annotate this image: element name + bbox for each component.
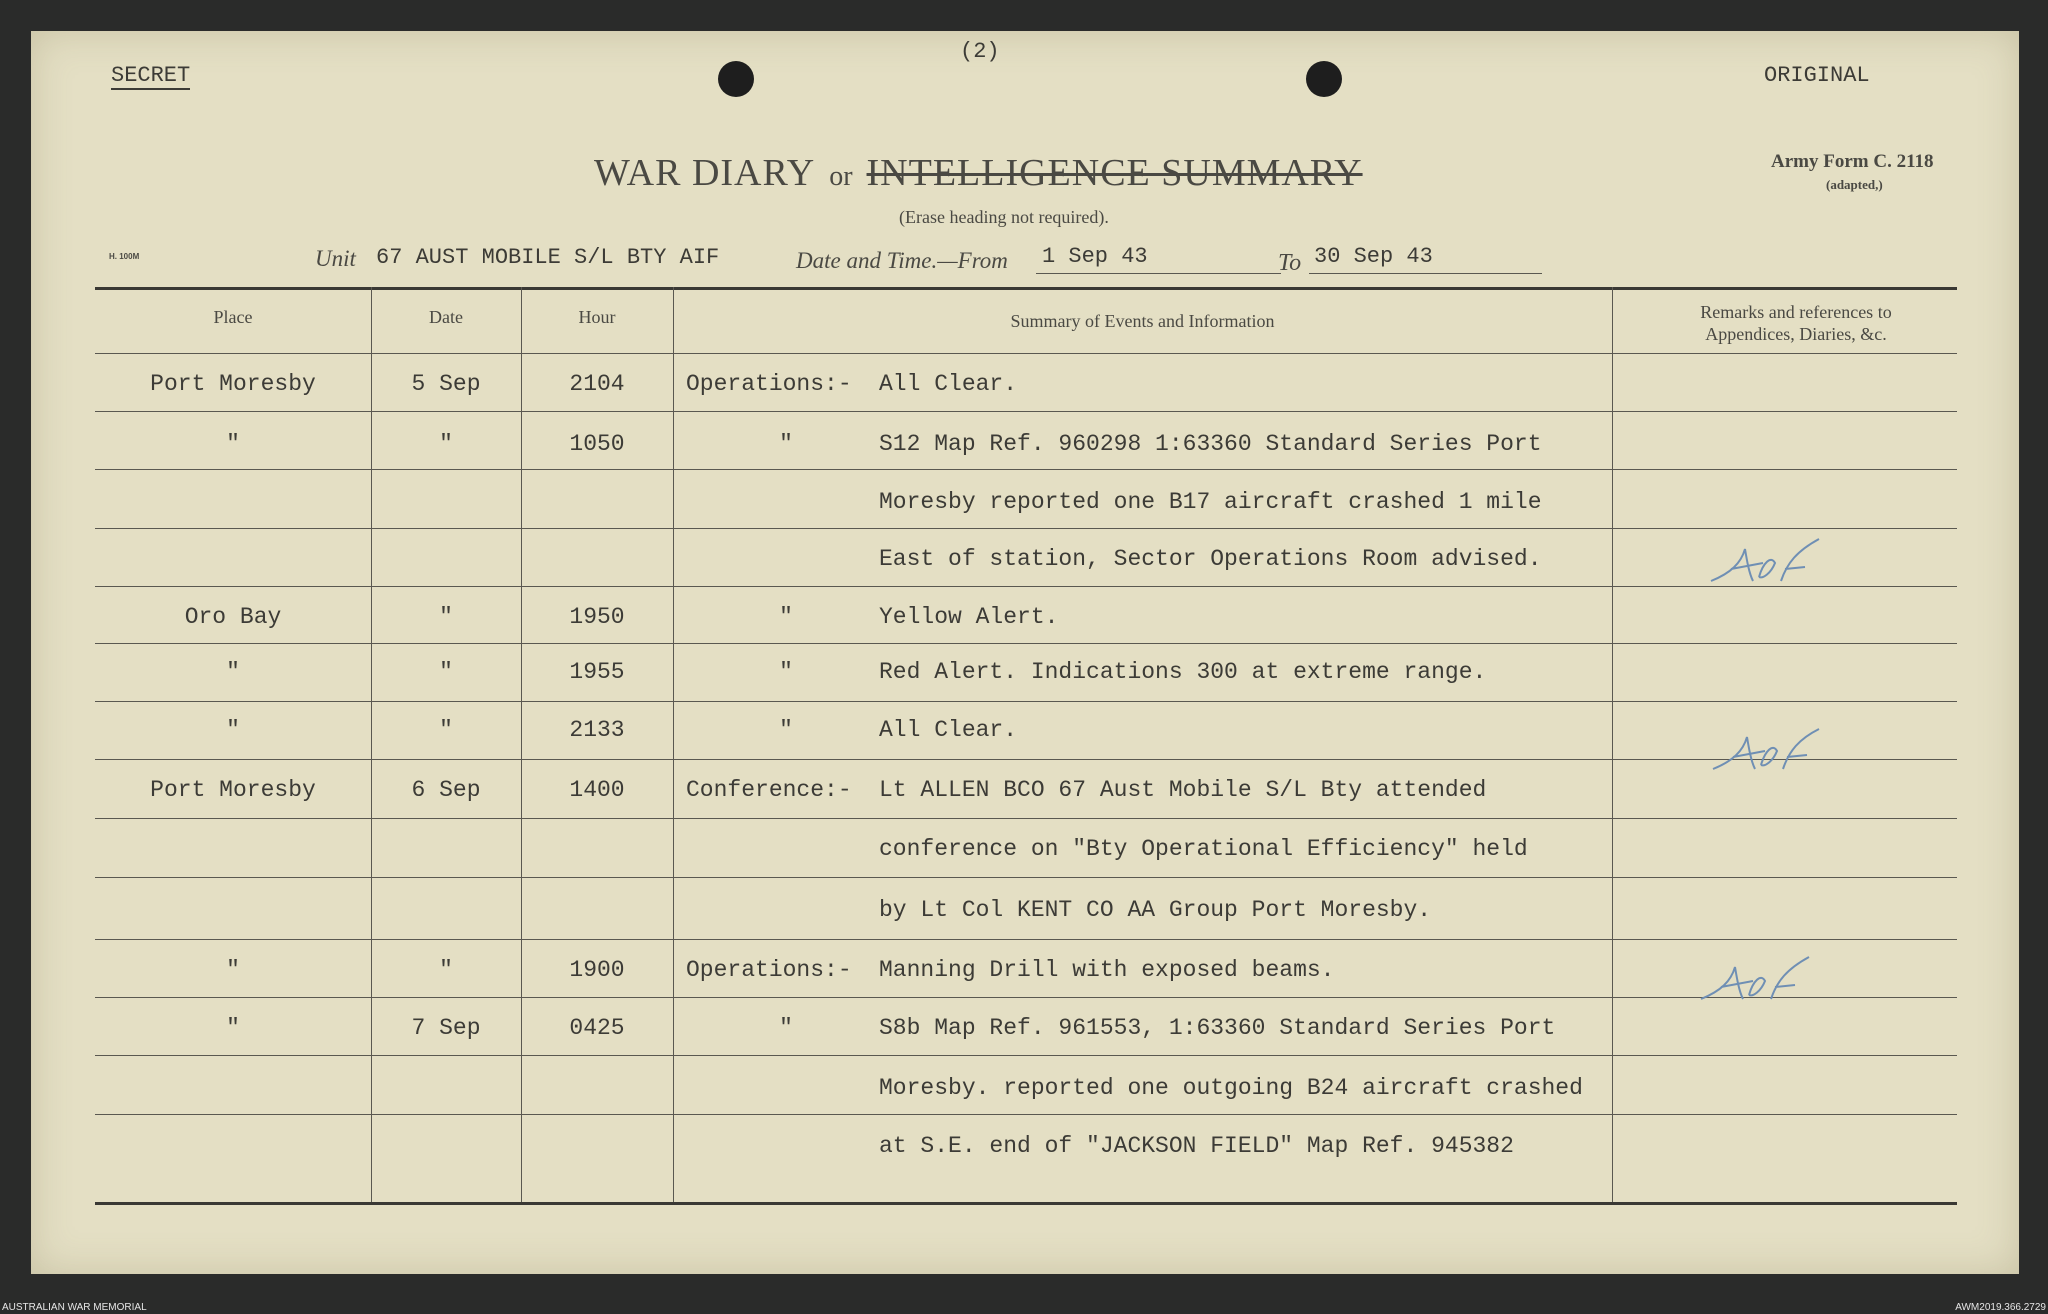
row-date: " bbox=[439, 431, 453, 457]
row-hour: 2133 bbox=[569, 717, 625, 743]
date-from-underline bbox=[1036, 273, 1281, 274]
row-category: " bbox=[779, 1015, 793, 1041]
row-divider bbox=[95, 1114, 1957, 1115]
row-place: " bbox=[226, 659, 240, 685]
row-category: Operations:- bbox=[686, 371, 852, 397]
row-place: " bbox=[226, 431, 240, 457]
col-header-hour: Hour bbox=[578, 307, 616, 327]
row-date: 5 Sep bbox=[411, 371, 481, 397]
unit-value: 67 AUST MOBILE S/L BTY AIF bbox=[376, 245, 720, 270]
row-hour: 2104 bbox=[569, 371, 625, 397]
row-summary: Moresby. reported one outgoing B24 aircraft crashed bbox=[879, 1075, 1583, 1101]
row-category: Conference:- bbox=[686, 777, 852, 803]
row-date: " bbox=[439, 604, 453, 630]
date-to-underline bbox=[1309, 273, 1542, 274]
row-hour: 0425 bbox=[569, 1015, 625, 1041]
date-time-label: Date and Time.—From bbox=[796, 248, 1008, 273]
table-header-bottom-border bbox=[95, 353, 1957, 354]
diary-page bbox=[31, 31, 2019, 1274]
secret-stamp: SECRET bbox=[111, 63, 191, 88]
row-divider bbox=[95, 701, 1957, 702]
row-summary: S8b Map Ref. 961553, 1:63360 Standard Series Port bbox=[879, 1015, 1556, 1041]
row-summary: Lt ALLEN BCO 67 Aust Mobile S/L Bty attended bbox=[879, 777, 1487, 803]
row-date: 6 Sep bbox=[411, 777, 481, 803]
original-stamp: ORIGINAL bbox=[1764, 63, 1870, 88]
row-summary: conference on "Bty Operational Efficiency" held bbox=[879, 836, 1528, 862]
form-adapted: (adapted,) bbox=[1826, 177, 1883, 192]
date-to-value: 30 Sep 43 bbox=[1314, 244, 1433, 269]
row-date: " bbox=[439, 717, 453, 743]
army-form: Army Form C. 2118 bbox=[1771, 151, 1934, 172]
row-category: Operations:- bbox=[686, 957, 852, 983]
row-hour: 1955 bbox=[569, 659, 625, 685]
row-summary: Manning Drill with exposed beams. bbox=[879, 957, 1335, 983]
row-date: " bbox=[439, 957, 453, 983]
row-summary: East of station, Sector Operations Room advised. bbox=[879, 546, 1542, 572]
row-divider bbox=[95, 1055, 1957, 1056]
signature-initials-3 bbox=[1691, 951, 1821, 1011]
diary-title bbox=[594, 151, 1363, 195]
row-place: Oro Bay bbox=[184, 604, 282, 630]
row-date: 7 Sep bbox=[411, 1015, 481, 1041]
row-divider bbox=[95, 528, 1957, 529]
row-hour: 1950 bbox=[569, 604, 625, 630]
row-category: " bbox=[779, 659, 793, 685]
row-divider bbox=[95, 411, 1957, 412]
row-place: " bbox=[226, 1015, 240, 1041]
row-summary: All Clear. bbox=[879, 371, 1018, 397]
col-header-summary: Summary of Events and Information bbox=[1010, 311, 1275, 331]
row-divider bbox=[95, 759, 1957, 760]
unit-label: Unit bbox=[315, 246, 356, 271]
row-divider bbox=[95, 818, 1957, 819]
row-divider bbox=[95, 877, 1957, 878]
table-top-border bbox=[95, 287, 1957, 290]
row-summary: Moresby reported one B17 aircraft crashed 1 mile bbox=[879, 489, 1542, 515]
footer-credit: AUSTRALIAN WAR MEMORIAL bbox=[2, 1302, 147, 1313]
title-intelligence-summary-struck: INTELLIGENCE SUMMARY bbox=[866, 152, 1363, 194]
punch-hole-right bbox=[1306, 61, 1342, 97]
row-divider bbox=[95, 939, 1957, 940]
form-code: H. 100M bbox=[109, 252, 140, 261]
row-hour: 1900 bbox=[569, 957, 625, 983]
row-summary: S12 Map Ref. 960298 1:63360 Standard Series Port bbox=[879, 431, 1542, 457]
row-date: " bbox=[439, 659, 453, 685]
row-category: " bbox=[779, 431, 793, 457]
row-summary: All Clear. bbox=[879, 717, 1018, 743]
punch-hole-left bbox=[718, 61, 754, 97]
row-hour: 1400 bbox=[569, 777, 625, 803]
row-place: Port Moresby bbox=[150, 371, 316, 397]
row-place: Port Moresby bbox=[150, 777, 316, 803]
title-war-diary: WAR DIARY bbox=[594, 152, 816, 194]
row-category: " bbox=[779, 717, 793, 743]
row-divider bbox=[95, 643, 1957, 644]
page-number: (2) bbox=[960, 39, 1000, 64]
col-header-date: Date bbox=[429, 307, 463, 327]
row-divider bbox=[95, 469, 1957, 470]
row-divider bbox=[95, 586, 1957, 587]
row-summary: by Lt Col KENT CO AA Group Port Moresby. bbox=[879, 897, 1432, 923]
row-hour: 1050 bbox=[569, 431, 625, 457]
table-bottom-border bbox=[95, 1202, 1957, 1205]
footer-accession: AWM2019.366.2729 bbox=[1955, 1302, 2046, 1313]
row-summary: Red Alert. Indications 300 at extreme range. bbox=[879, 659, 1487, 685]
row-summary: Yellow Alert. bbox=[879, 604, 1059, 630]
col-divider-date bbox=[521, 287, 522, 1202]
title-or: or bbox=[829, 161, 853, 192]
to-label: To bbox=[1278, 250, 1302, 276]
col-header-place: Place bbox=[213, 307, 253, 327]
col-divider-summary bbox=[1612, 287, 1613, 1202]
row-category: " bbox=[779, 604, 793, 630]
col-divider-place bbox=[371, 287, 372, 1202]
erase-note: (Erase heading not required). bbox=[899, 207, 1109, 227]
date-from-value: 1 Sep 43 bbox=[1042, 244, 1148, 269]
signature-initials-2 bbox=[1703, 721, 1833, 781]
signature-initials-1 bbox=[1701, 533, 1831, 593]
row-divider bbox=[95, 997, 1957, 998]
col-divider-hour bbox=[673, 287, 674, 1202]
row-summary: at S.E. end of "JACKSON FIELD" Map Ref. 945382 bbox=[879, 1133, 1514, 1159]
col-header-remarks: Remarks and references to Appendices, Diaries, &c. bbox=[1700, 302, 1892, 344]
row-place: " bbox=[226, 957, 240, 983]
row-place: " bbox=[226, 717, 240, 743]
